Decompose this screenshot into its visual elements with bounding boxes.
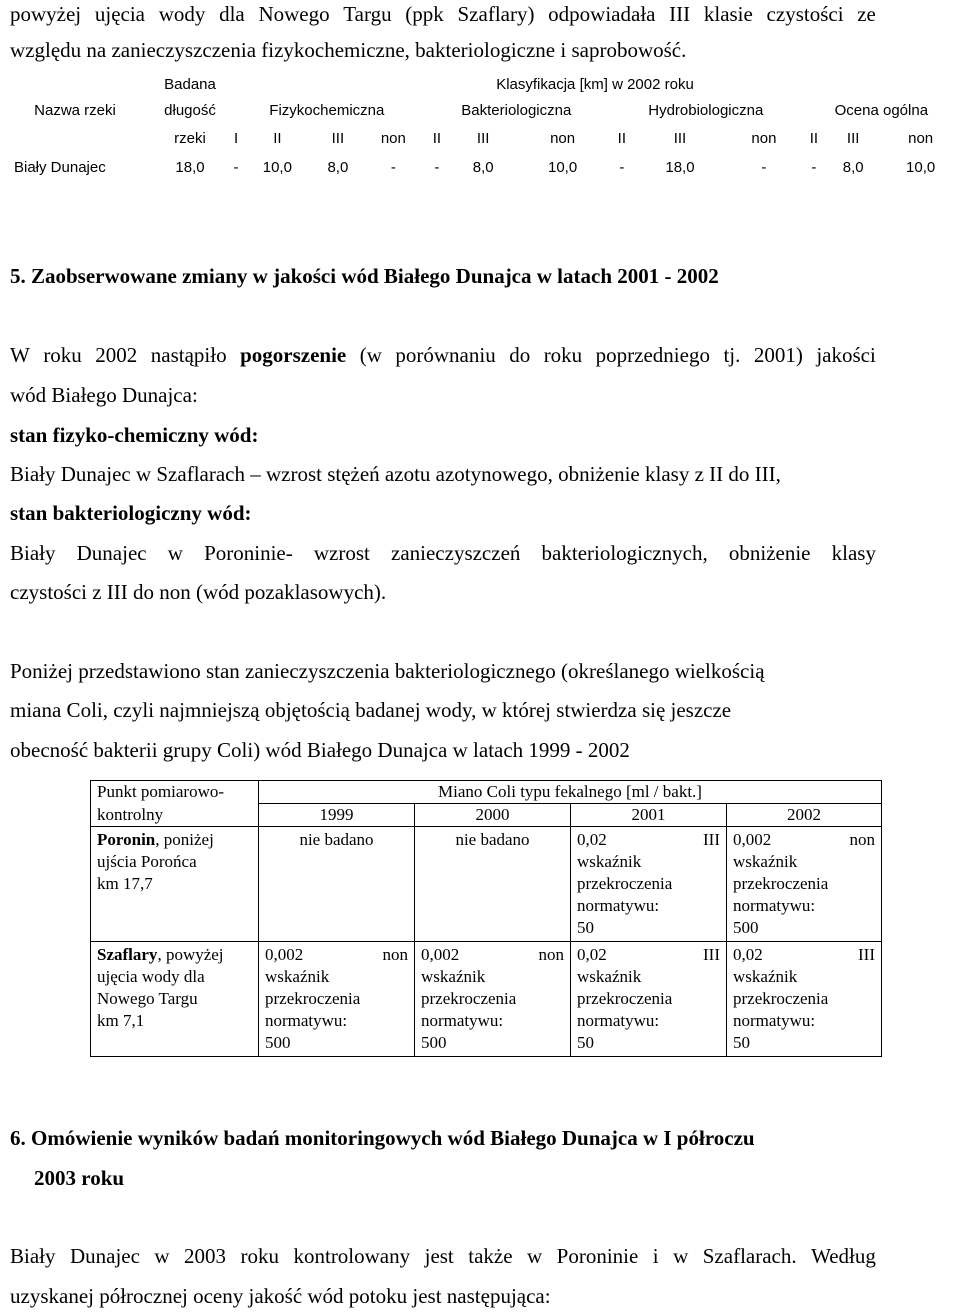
szaflary-2000: 0,002 non wskaźnik przekroczenia normatywu: 500 bbox=[415, 942, 571, 1057]
class-subheader: III bbox=[331, 129, 345, 147]
szaflary-1999: 0,002 non wskaźnik przekroczenia normatywu: 500 bbox=[259, 942, 415, 1057]
class-subheader: non bbox=[380, 129, 406, 147]
word: roku bbox=[240, 1244, 280, 1268]
word: Biały bbox=[10, 1244, 56, 1268]
word: Poroninie- bbox=[204, 541, 293, 565]
year-2001: 2001 bbox=[571, 804, 727, 827]
year-2000: 2000 bbox=[415, 804, 571, 827]
class-value: - bbox=[434, 158, 440, 176]
class-value: 10,0 bbox=[548, 158, 578, 176]
section-6-heading-line-1: 6. Omówienie wyników badań monitoringowych wód Białego Dunajca w I półroczu bbox=[10, 1126, 755, 1150]
river-name-header: Nazwa rzeki bbox=[34, 101, 116, 119]
group-header-overall: Ocena ogólna bbox=[834, 101, 929, 119]
word: kontrolowany bbox=[293, 1244, 411, 1268]
word: W bbox=[10, 343, 30, 367]
section-6-para-line-2: uzyskanej półrocznej oceny jakość wód potoku jest następująca: bbox=[10, 1284, 551, 1308]
class-value: - bbox=[811, 158, 817, 176]
bacterio-text-line-1 bbox=[10, 543, 876, 564]
poronin-2002: 0,002 non wskaźnik przekroczenia normatywu: 500 bbox=[727, 827, 882, 942]
section-6-heading-line-2: 2003 roku bbox=[34, 1166, 125, 1190]
class-value: 10,0 bbox=[262, 158, 292, 176]
point-poronin: Poronin, poniżej ujścia Porońca km 17,7 bbox=[91, 827, 259, 942]
class-subheader: II bbox=[809, 129, 819, 147]
word: do bbox=[509, 343, 531, 367]
word: Dunajec bbox=[69, 1244, 140, 1268]
szaflary-2002: 0,02 III wskaźnik przekroczenia normatywu: 50 bbox=[727, 942, 882, 1057]
year-2002: 2002 bbox=[727, 804, 882, 827]
class-subheader: I bbox=[233, 129, 239, 147]
word: także bbox=[468, 1244, 513, 1268]
word: (w bbox=[359, 343, 382, 367]
classification-header: Klasyfikacja [km] w 2002 roku bbox=[496, 75, 694, 93]
poronin-2000: nie badano bbox=[415, 827, 571, 942]
class-value: - bbox=[761, 158, 767, 176]
word: porównaniu bbox=[395, 343, 496, 367]
classification-table bbox=[0, 72, 960, 182]
class-subheader: non bbox=[550, 129, 576, 147]
section-5-para-1-line-2: wód Białego Dunajca: bbox=[10, 383, 198, 407]
word: jest bbox=[424, 1244, 454, 1268]
length-cell: 18,0 bbox=[175, 158, 205, 176]
para-2-line-2: miana Coli, czyli najmniejszą objętością badanej wody, w której stwierdza się jeszcze bbox=[10, 698, 732, 722]
word: Szaflarach. bbox=[702, 1244, 797, 1268]
class-subheader: III bbox=[846, 129, 860, 147]
word: roku bbox=[43, 343, 82, 367]
coli-table bbox=[90, 780, 882, 1057]
word: zanieczyszczeń bbox=[391, 541, 521, 565]
section-5-para-1-line-1 bbox=[10, 345, 876, 366]
point-szaflary: Szaflary, powyżej ujęcia wody dla Nowego Targu km 7,1 bbox=[91, 942, 259, 1057]
point-header-1: Punkt pomiarowo- bbox=[91, 781, 259, 804]
intro-line-2: względu na zanieczyszczenia fizykochemiczne, bakteriologiczne i saprobowość. bbox=[10, 38, 687, 62]
word: bakteriologicznych, bbox=[541, 541, 708, 565]
class-subheader: II bbox=[617, 129, 627, 147]
word: Biały bbox=[10, 541, 56, 565]
szaflary-2001: 0,02 III wskaźnik przekroczenia normatywu: 50 bbox=[571, 942, 727, 1057]
word: 2003 bbox=[184, 1244, 227, 1268]
class-value: 8,0 bbox=[327, 158, 349, 176]
bacterio-text-line-2: czystości z III do non (wód pozaklasowych). bbox=[10, 580, 387, 604]
class-subheader: II bbox=[432, 129, 442, 147]
word: poprzedniego bbox=[595, 343, 710, 367]
section-6-para-line-1 bbox=[10, 1246, 876, 1267]
word: w bbox=[154, 1244, 170, 1268]
word: 2002 bbox=[95, 343, 138, 367]
word: Poroninie bbox=[556, 1244, 639, 1268]
length-header-2: długość bbox=[164, 101, 216, 119]
word: nastąpiło bbox=[150, 343, 227, 367]
word: klasy bbox=[831, 541, 876, 565]
word: w bbox=[673, 1244, 689, 1268]
word: w bbox=[527, 1244, 543, 1268]
intro-line-1: powyżej ujęcia wody dla Nowego Targu (ppk Szaflary) odpowiadała III klasie czystości ze bbox=[10, 2, 876, 26]
word: jakości bbox=[816, 343, 876, 367]
class-value: 10,0 bbox=[906, 158, 936, 176]
class-value: - bbox=[390, 158, 396, 176]
word: tj. bbox=[723, 343, 741, 367]
length-header-3: rzeki bbox=[174, 129, 206, 147]
word: i bbox=[652, 1244, 659, 1268]
word: wzrost bbox=[313, 541, 370, 565]
poronin-1999: nie badano bbox=[259, 827, 415, 942]
class-value: - bbox=[619, 158, 625, 176]
point-header-2: kontrolny bbox=[91, 804, 259, 827]
class-subheader: non bbox=[751, 129, 777, 147]
word: Według bbox=[811, 1244, 876, 1268]
para-2-line-3: obecność bakterii grupy Coli) wód Białego Dunajca w latach 1999 - 2002 bbox=[10, 738, 630, 762]
length-header-1: Badana bbox=[164, 75, 216, 93]
para-2-line-1: Poniżej przedstawiono stan zanieczyszczenia bakteriologicznego (określanego wielkością bbox=[10, 659, 765, 683]
class-value: 8,0 bbox=[842, 158, 864, 176]
class-value: 18,0 bbox=[665, 158, 695, 176]
class-value: - bbox=[233, 158, 239, 176]
word: obniżenie bbox=[728, 541, 811, 565]
emphasis-word: pogorszenie bbox=[240, 343, 347, 367]
subheading-bacterio: stan bakteriologiczny wód: bbox=[10, 501, 252, 525]
word: roku bbox=[543, 343, 583, 367]
class-subheader: III bbox=[673, 129, 687, 147]
section-5-heading: 5. Zaobserwowane zmiany w jakości wód Białego Dunajca w latach 2001 - 2002 bbox=[10, 264, 719, 288]
class-subheader: non bbox=[908, 129, 934, 147]
group-header-hydrobio: Hydrobiologiczna bbox=[648, 101, 764, 119]
physchem-text: Biały Dunajec w Szaflarach – wzrost stężeń azotu azotynowego, obniżenie klasy z II do III, bbox=[10, 462, 781, 486]
group-header-bacterio: Bakteriologiczna bbox=[461, 101, 572, 119]
class-subheader: II bbox=[273, 129, 282, 147]
subheading-physchem: stan fizyko-chemiczny wód: bbox=[10, 423, 259, 447]
poronin-2001: 0,02 III wskaźnik przekroczenia normatywu: 50 bbox=[571, 827, 727, 942]
miano-header: Miano Coli typu fekalnego [ml / bakt.] bbox=[259, 781, 882, 804]
word: 2001) bbox=[753, 343, 803, 367]
word: Dunajec bbox=[76, 541, 147, 565]
group-header-physchem: Fizykochemiczna bbox=[269, 101, 385, 119]
word: w bbox=[167, 541, 183, 565]
class-value: 8,0 bbox=[472, 158, 494, 176]
class-subheader: III bbox=[476, 129, 490, 147]
year-1999: 1999 bbox=[259, 804, 415, 827]
river-name-cell: Biały Dunajec bbox=[14, 158, 106, 176]
